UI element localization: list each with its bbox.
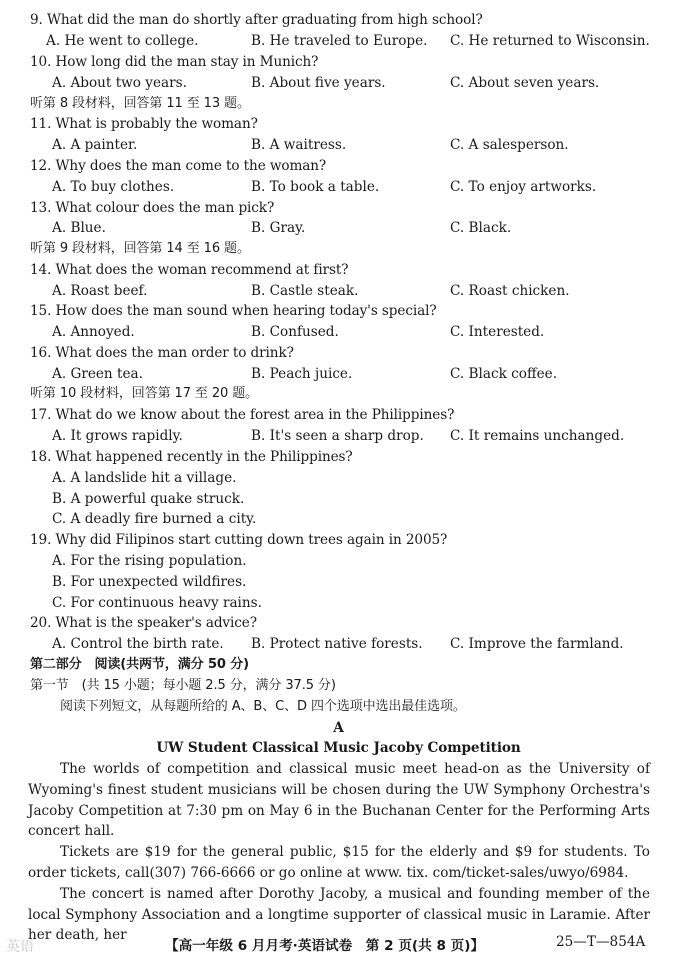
option-16a: A. Green tea.: [52, 366, 143, 382]
question-15: 15. How does the man sound when hearing today's special?: [30, 303, 437, 319]
question-19: 19. Why did Filipinos start cutting down trees again in 2005?: [30, 532, 448, 548]
reading-instruction: 阅读下列短文，从每题所给的 A、B、C、D 四个选项中选出最佳选项。: [60, 699, 466, 714]
option-20c: C. Improve the farmland.: [450, 636, 624, 652]
question-12: 12. Why does the man come to the woman?: [30, 158, 327, 174]
exam-footer: 【高一年级 6 月月考·英语试卷 第 2 页(共 8 页)】: [165, 938, 485, 954]
option-19c: C. For continuous heavy rains.: [52, 595, 262, 611]
option-17a: A. It grows rapidly.: [52, 428, 183, 444]
option-10a: A. About two years.: [52, 75, 187, 91]
exam-code: 25—T—854A: [556, 934, 646, 950]
paragraph-1: The worlds of competition and classical music meet head-on as the University of Wyoming's finest student musicians will be chosen during the UW Symphony Orchestra's Jacoby Competition at 7:30 pm on May 6 in the Buchanan Center for the Performing Arts concert hall.: [28, 761, 650, 840]
option-13b: B. Gray.: [251, 220, 306, 236]
option-17b: B. It's seen a sharp drop.: [251, 428, 424, 444]
option-16b: B. Peach juice.: [251, 366, 353, 382]
option-14c: C. Roast chicken.: [450, 283, 570, 299]
paragraph-2: Tickets are $19 for the general public, $15 for the elderly and $9 for students. To order tickets, call(307) 766-6666 or go online at www. tix. com/ticket-sales/uwyo/6984.: [28, 844, 650, 881]
section-9-instruction: 听第 9 段材料，回答第 14 至 16 题。: [30, 241, 250, 256]
option-12a: A. To buy clothes.: [52, 179, 175, 195]
option-20a: A. Control the birth rate.: [52, 636, 224, 652]
option-17c: C. It remains unchanged.: [450, 428, 625, 444]
question-10: 10. How long did the man stay in Munich?: [30, 54, 319, 70]
question-14: 14. What does the woman recommend at first?: [30, 262, 349, 278]
option-14b: B. Castle steak.: [251, 283, 359, 299]
option-15a: A. Annoyed.: [52, 324, 135, 340]
option-18c: C. A deadly fire burned a city.: [52, 511, 257, 527]
question-11: 11. What is probably the woman?: [30, 116, 258, 132]
option-10c: C. About seven years.: [450, 75, 600, 91]
option-12c: C. To enjoy artworks.: [450, 179, 597, 195]
question-16: 16. What does the man order to drink?: [30, 345, 294, 361]
option-9c: C. He returned to Wisconsin.: [450, 33, 650, 49]
option-14a: A. Roast beef.: [52, 283, 148, 299]
option-10b: B. About five years.: [251, 75, 386, 91]
passage-title: UW Student Classical Music Jacoby Competition: [156, 740, 521, 756]
option-13a: A. Blue.: [52, 220, 106, 236]
section-10-instruction: 听第 10 段材料，回答第 17 至 20 题。: [30, 386, 259, 401]
option-18b: B. A powerful quake struck.: [52, 491, 245, 507]
question-20: 20. What is the speaker's advice?: [30, 615, 257, 631]
option-13c: C. Black.: [450, 220, 512, 236]
option-12b: B. To book a table.: [251, 179, 380, 195]
question-9: 9. What did the man do shortly after graduating from high school?: [30, 12, 483, 28]
option-11b: B. A waitress.: [251, 137, 347, 153]
subject-watermark: 英语: [6, 939, 34, 955]
option-16c: C. Black coffee.: [450, 366, 558, 382]
option-9b: B. He traveled to Europe.: [251, 33, 428, 49]
option-11c: C. A salesperson.: [450, 137, 569, 153]
option-15b: B. Confused.: [251, 324, 339, 340]
passage-letter: A: [333, 720, 344, 736]
option-20b: B. Protect native forests.: [251, 636, 423, 652]
option-15c: C. Interested.: [450, 324, 545, 340]
option-18a: A. A landslide hit a village.: [52, 470, 237, 486]
passage-body: [28, 759, 650, 946]
option-11a: A. A painter.: [52, 137, 138, 153]
section-title: 第一节 (共 15 小题；每小题 2.5 分，满分 37.5 分): [30, 678, 336, 693]
option-9a: A. He went to college.: [46, 33, 199, 49]
question-13: 13. What colour does the man pick?: [30, 200, 275, 216]
section-8-instruction: 听第 8 段材料，回答第 11 至 13 题。: [30, 96, 250, 111]
part-title: 第二部分 阅读(共两节，满分 50 分): [30, 657, 250, 672]
question-18: 18. What happened recently in the Philippines?: [30, 449, 353, 465]
question-17: 17. What do we know about the forest area in the Philippines?: [30, 407, 455, 423]
paragraph-3: The concert is named after Dorothy Jacoby, a musical and founding member of the local Symphony Association and a longtime supporter of classical music in Laramie. After her death, her: [28, 885, 650, 944]
option-19a: A. For the rising population.: [52, 553, 247, 569]
option-19b: B. For unexpected wildfires.: [52, 574, 247, 590]
